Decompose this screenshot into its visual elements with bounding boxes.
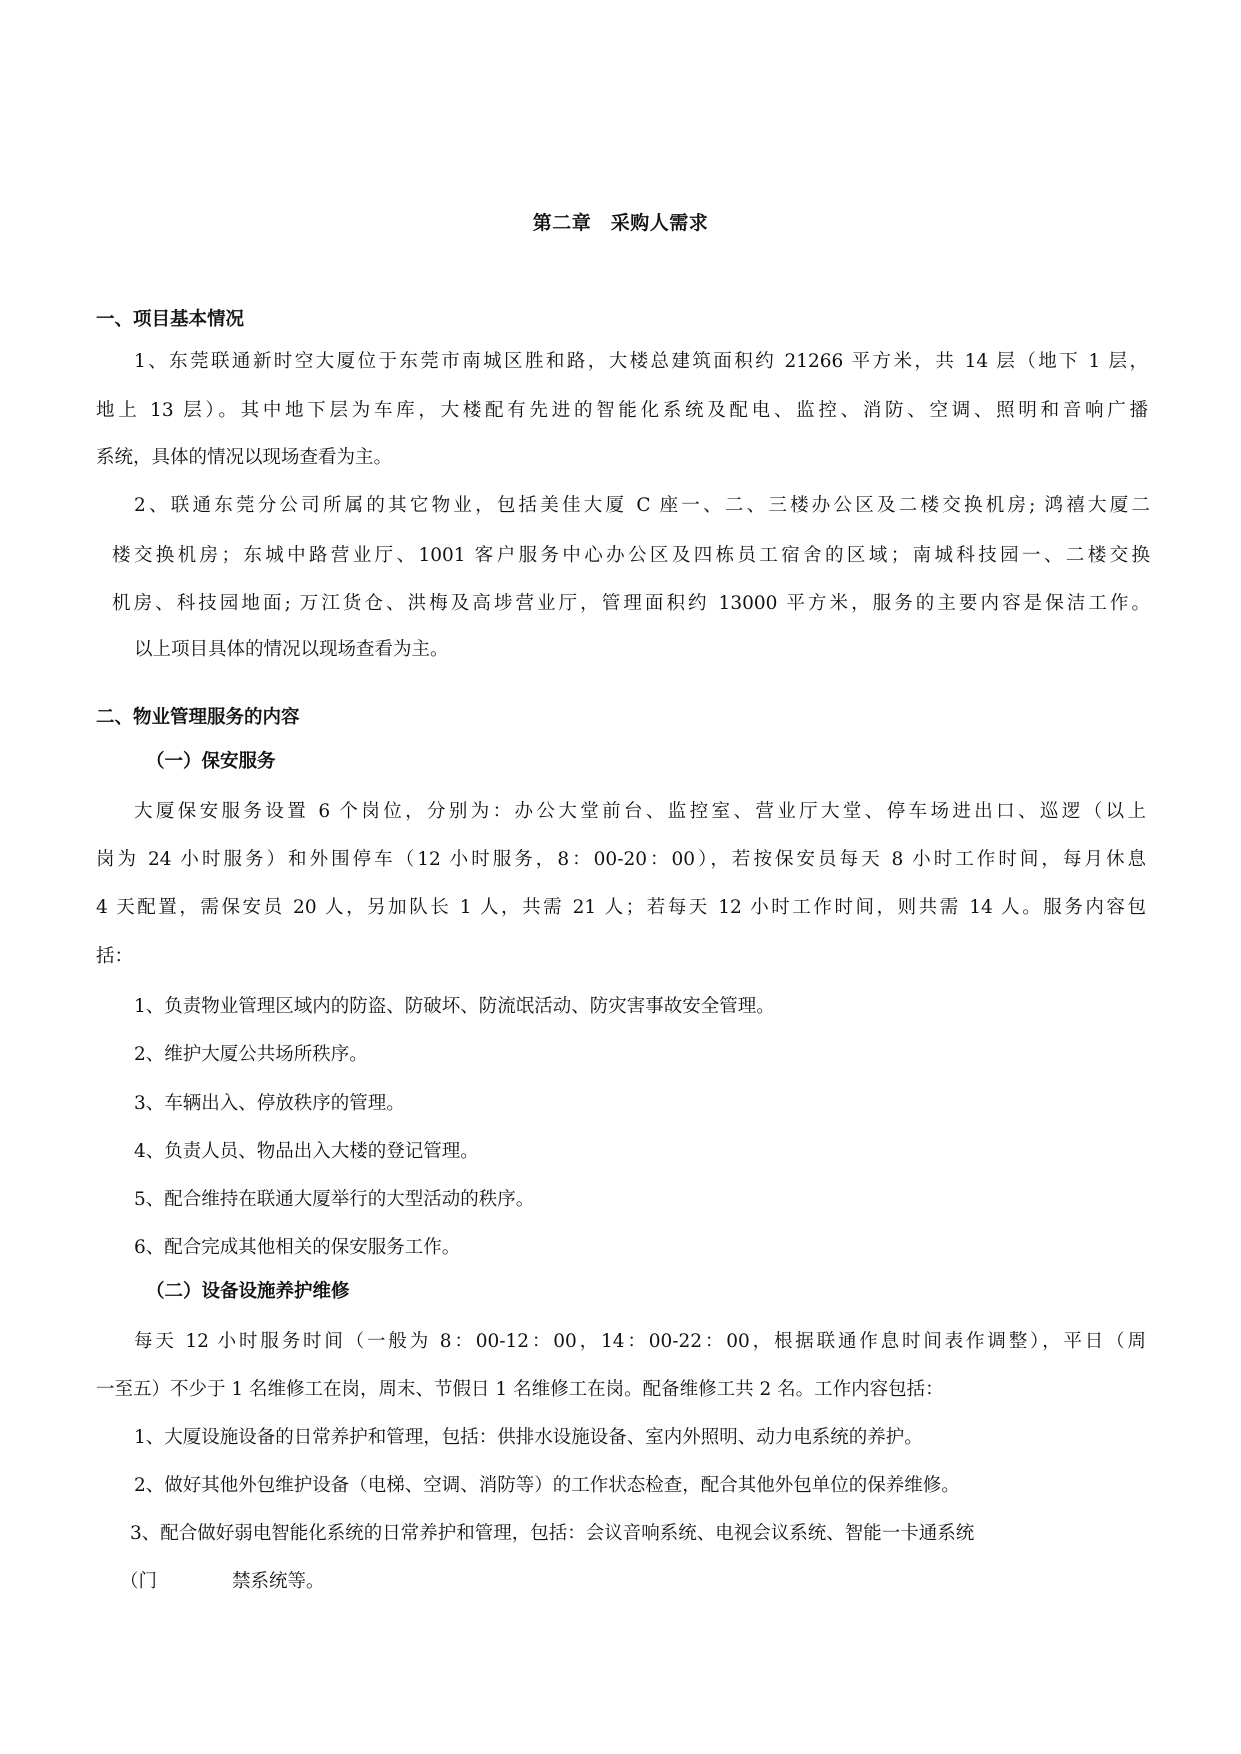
maintenance-item-3-continuation-b: 禁系统等。 — [232, 1571, 325, 1592]
security-item-1: 1、负责物业管理区域内的防盗、防破坏、防流氓活动、防灾害事故安全管理。 — [134, 996, 775, 1017]
section-1-para-2-line-1: 2、联通东莞分公司所属的其它物业，包括美佳大厦 C 座一、二、三楼办公区及二楼交换机房; 鸿禧大厦二 — [134, 495, 1150, 516]
subsection-1-intro-line-4: 括： — [96, 946, 134, 967]
maintenance-item-2: 2、做好其他外包维护设备（电梯、空调、消防等）的工作状态检查，配合其他外包单位的保养维修。 — [134, 1475, 960, 1496]
maintenance-item-1: 1、大厦设施设备的日常养护和管理，包括：供排水设施设备、室内外照明、动力电系统的养护。 — [134, 1427, 923, 1448]
section-1-para-2-line-2: 楼交换机房；东城中路营业厅、1001 客户服务中心办公区及四栋员工宿舍的区域；南城科技园一、二楼交换 — [112, 545, 1150, 566]
subsection-2-heading: （二）设备设施养护维修 — [146, 1281, 350, 1302]
section-2-heading: 二、物业管理服务的内容 — [96, 707, 300, 728]
section-1-para-1-line-1: 1、东莞联通新时空大厦位于东莞市南城区胜和路，大楼总建筑面积约 21266 平方米，共 14 层（地下 1 层， — [134, 351, 1148, 372]
security-item-6: 6、配合完成其他相关的保安服务工作。 — [134, 1237, 461, 1258]
subsection-1-intro-line-3: 4 天配置，需保安员 20 人，另加队长 1 人，共需 21 人；若每天 12 小时工作时间，则共需 14 人。服务内容包 — [96, 897, 1146, 918]
maintenance-item-3-continuation-a: （门 — [120, 1571, 158, 1592]
section-1-para-3: 以上项目具体的情况以现场查看为主。 — [134, 639, 449, 660]
subsection-2-intro-line-2: 一至五）不少于 1 名维修工在岗，周末、节假日 1 名维修工在岗。配备维修工共 2 名。工作内容包括： — [96, 1379, 944, 1400]
security-item-5: 5、配合维持在联通大厦举行的大型活动的秩序。 — [134, 1189, 535, 1210]
maintenance-item-3: 3、配合做好弱电智能化系统的日常养护和管理，包括：会议音响系统、电视会议系统、智能一卡通系统 — [130, 1523, 975, 1544]
subsection-1-heading: （一）保安服务 — [146, 751, 276, 772]
section-1-para-1-line-3: 系统，具体的情况以现场查看为主。 — [96, 447, 393, 468]
section-1-para-2-line-3: 机房、科技园地面; 万江货仓、洪梅及高埗营业厅，管理面积约 13000 平方米，服务的主要内容是保洁工作。 — [112, 593, 1150, 614]
security-item-3: 3、车辆出入、停放秩序的管理。 — [134, 1093, 405, 1114]
section-1-heading: 一、项目基本情况 — [96, 309, 245, 330]
subsection-1-intro-line-2: 岗为 24 小时服务）和外围停车（12 小时服务，8：00-20：00），若按保安员每天 8 小时工作时间，每月休息 — [96, 849, 1146, 870]
subsection-1-intro-line-1: 大厦保安服务设置 6 个岗位，分别为：办公大堂前台、监控室、营业厅大堂、停车场进出口、巡逻（以上 — [134, 801, 1146, 822]
chapter-title: 第二章 采购人需求 — [532, 212, 709, 234]
security-item-2: 2、维护大厦公共场所秩序。 — [134, 1044, 368, 1065]
security-item-4: 4、负责人员、物品出入大楼的登记管理。 — [134, 1141, 479, 1162]
section-1-para-1-line-2: 地上 13 层）。其中地下层为车库，大楼配有先进的智能化系统及配电、监控、消防、空调、照明和音响广播 — [96, 400, 1148, 421]
subsection-2-intro-line-1: 每天 12 小时服务时间（一般为 8：00-12：00，14：00-22：00，根据联通作息时间表作调整），平日（周 — [134, 1331, 1146, 1352]
